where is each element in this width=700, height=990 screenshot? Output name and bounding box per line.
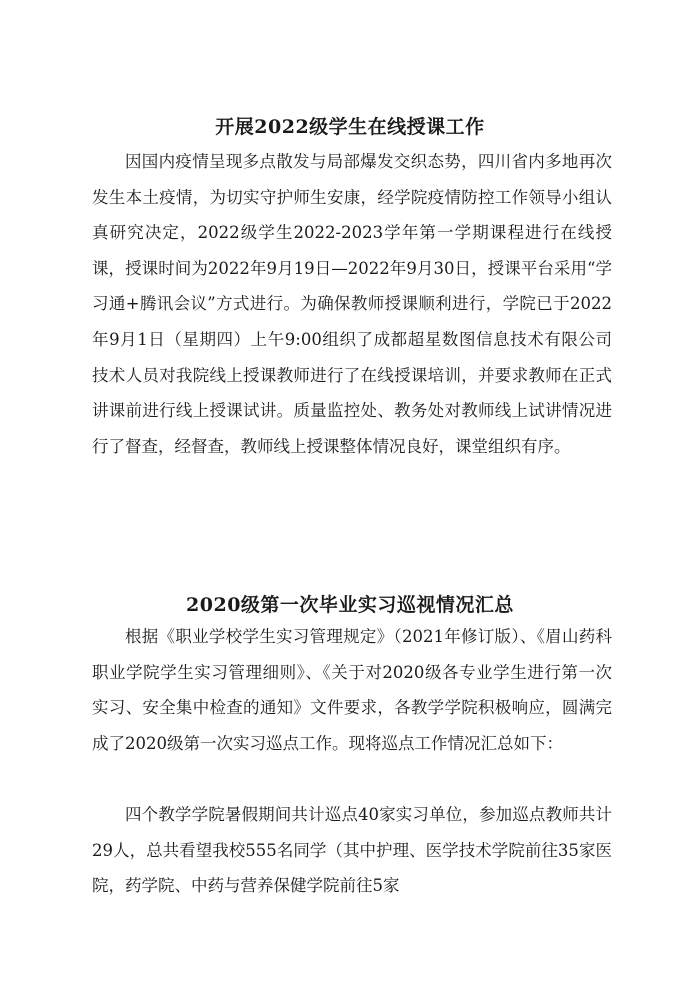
paragraph-internship-basis: 根据《职业学校学生实习管理规定》（2021年修订版）、《眉山药科职业学院学生实习管理细则》、《关于对2020级各专业学生进行第一次实习、安全集中检查的通知》文件要求，各教学学院积极响应，圆满完成了2020级第一次实习巡点工作。现将巡点工作情况汇总如下： — [92, 627, 612, 753]
paragraph-online-teaching: 因国内疫情呈现多点散发与局部爆发交织态势，四川省内多地再次发生本土疫情，为切实守护师生安康，经学院疫情防控工作领导小组认真研究决定，2022级学生2022-2023学年第一学期课程进行在线授课，授课时间为2022年9月19日—2022年9月30日，授课平台采用“学习通+腾讯会议”方式进行。为确保教师授课顺利进行，学院已于2022年9月1日（星期四）上午9:00组织了成都超星数图信息技术有限公司技术人员对我院线上授课教师进行了在线授课培训，并要求教师在正式讲课前进行线上授课试讲。质量监控处、教务处对教师线上试讲情况进行了督查，经督查，教师线上授课整体情况良好，课堂组织有序。 — [92, 152, 612, 456]
section-title-internship-inspection: 2020级第一次毕业实习巡视情况汇总 — [186, 594, 514, 616]
section-title-online-teaching: 开展2022级学生在线授课工作 — [215, 116, 485, 138]
paragraph-internship-summary: 四个教学学院暑假期间共计巡点40家实习单位，参加巡点教师共计29人，总共看望我校555名同学（其中护理、医学技术学院前往35家医院，药学院、中药与营养保健学院前往5家 — [92, 805, 612, 896]
